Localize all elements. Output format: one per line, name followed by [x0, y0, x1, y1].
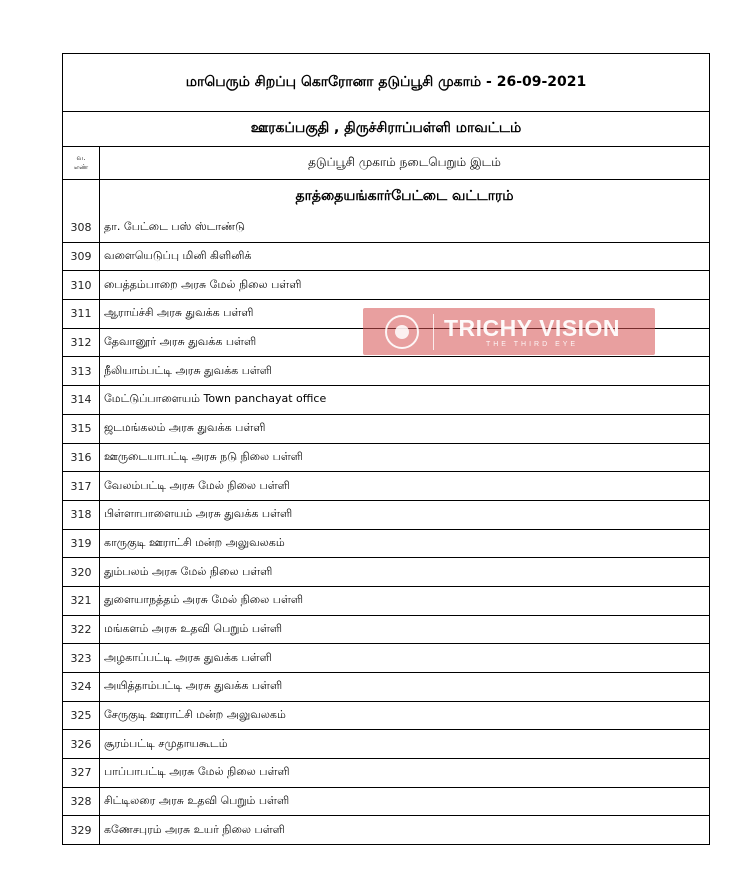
- table-row: [63, 557, 709, 586]
- serial-number-cell: 311: [63, 300, 100, 328]
- table-row: [63, 500, 709, 529]
- table-row: [63, 672, 709, 701]
- document-title: மாபெரும் சிறப்பு கொரோனா தடுப்பூசி முகாம் - 26-09-2021: [185, 73, 587, 90]
- serial-number-cell: 310: [63, 271, 100, 299]
- table-row: [63, 615, 709, 644]
- camp-location-cell: வேலம்பட்டி அரசு மேல் நிலை பள்ளி: [104, 478, 290, 492]
- camp-location-cell: துளையாநத்தம் அரசு மேல் நிலை பள்ளி: [104, 593, 304, 607]
- table-row: [63, 270, 709, 299]
- serial-number-cell: 325: [63, 702, 100, 730]
- table-row: [63, 787, 709, 816]
- camp-location-cell: வளையெடுப்பு மினி கிளினிக்: [104, 249, 252, 263]
- camp-location-cell: தா. பேட்டை பஸ் ஸ்டாண்டு: [104, 219, 245, 233]
- vaccination-camp-table: [62, 53, 710, 845]
- serial-number-cell: 324: [63, 673, 100, 701]
- serial-number-cell: 319: [63, 530, 100, 558]
- serial-header-line1: வ.: [76, 154, 86, 162]
- watermark-tagline: THE THIRD EYE: [485, 340, 579, 348]
- table-row: [63, 758, 709, 787]
- camp-location-cell: சூரம்பட்டி சமுதாயகூடம்: [104, 736, 228, 750]
- table-row: [63, 586, 709, 615]
- table-row: [63, 471, 709, 500]
- serial-number-cell: 329: [63, 816, 100, 844]
- serial-number-cell: 317: [63, 472, 100, 500]
- serial-number-cell: 309: [63, 243, 100, 271]
- serial-number-cell: 313: [63, 357, 100, 385]
- serial-number-cell: 326: [63, 730, 100, 758]
- camp-location-cell: ஊருடையாபட்டி அரசு நடு நிலை பள்ளி: [104, 449, 303, 463]
- serial-number-cell: 312: [63, 329, 100, 357]
- eye-logo-icon: [385, 315, 419, 349]
- table-row: [63, 414, 709, 443]
- serial-header-line2: எண்: [73, 163, 89, 171]
- camp-location-cell: பிள்ளாபாளையம் அரசு துவக்க பள்ளி: [104, 507, 293, 521]
- table-header-row: [63, 146, 709, 179]
- serial-number-cell: 316: [63, 444, 100, 472]
- serial-number-cell: 327: [63, 759, 100, 787]
- table-row: [63, 729, 709, 758]
- serial-number-cell: 314: [63, 386, 100, 414]
- table-row: [63, 356, 709, 385]
- camp-location-cell: காருகுடி ஊராட்சி மன்ற அலுவலகம்: [104, 535, 285, 549]
- place-header: தடுப்பூசி முகாம் நடைபெறும் இடம்: [308, 155, 501, 169]
- camp-location-cell: கணேசபுரம் அரசு உயர் நிலை பள்ளி: [104, 822, 285, 836]
- serial-number-cell: 308: [63, 213, 100, 242]
- watermark-divider: [433, 314, 434, 350]
- watermark-brand: TRICHY VISION: [444, 314, 621, 341]
- block-name: தாத்தையங்கார்பேட்டை வட்டாரம்: [295, 187, 514, 204]
- camp-location-cell: அயித்தாம்பட்டி அரசு துவக்க பள்ளி: [104, 679, 283, 693]
- table-row: [63, 242, 709, 271]
- camp-location-cell: அழகாப்பட்டி அரசு துவக்க பள்ளி: [104, 650, 272, 664]
- table-row: [63, 385, 709, 414]
- serial-number-cell: 322: [63, 616, 100, 644]
- serial-number-cell: 328: [63, 788, 100, 816]
- serial-number-cell: 321: [63, 587, 100, 615]
- camp-location-cell: பாப்பாபட்டி அரசு மேல் நிலை பள்ளி: [104, 765, 290, 779]
- camp-location-cell: சிட்டிலரை அரசு உதவி பெறும் பள்ளி: [104, 794, 290, 808]
- table-row: [63, 815, 709, 844]
- camp-location-cell: ஜடமங்கலம் அரசு துவக்க பள்ளி: [104, 421, 266, 435]
- serial-number-cell: 323: [63, 644, 100, 672]
- camp-location-cell: மேட்டுப்பாளையம் Town panchayat office: [104, 392, 327, 406]
- camp-location-cell: மங்களம் அரசு உதவி பெறும் பள்ளி: [104, 621, 283, 635]
- camp-location-cell: சேருகுடி ஊராட்சி மன்ற அலுவலகம்: [104, 708, 286, 722]
- camp-location-cell: தேவானூர் அரசு துவக்க பள்ளி: [104, 335, 257, 349]
- table-row: [63, 213, 709, 242]
- serial-number-cell: 318: [63, 501, 100, 529]
- district-heading: ஊரகப்பகுதி , திருச்சிராப்பள்ளி மாவட்டம்: [63, 111, 709, 146]
- table-row: [63, 443, 709, 472]
- block-heading-empty-cell: [63, 180, 100, 213]
- block-heading-row: [63, 179, 709, 213]
- camp-location-cell: ஆராய்ச்சி அரசு துவக்க பள்ளி: [104, 306, 254, 320]
- serial-number-header: [63, 147, 100, 179]
- camp-location-cell: தும்பலம் அரசு மேல் நிலை பள்ளி: [104, 564, 273, 578]
- trichy-vision-watermark: [363, 308, 655, 355]
- table-row: [63, 529, 709, 558]
- serial-number-cell: 315: [63, 415, 100, 443]
- camp-location-cell: பைத்தம்பாறை அரசு மேல் நிலை பள்ளி: [104, 277, 302, 291]
- table-row: [63, 701, 709, 730]
- serial-number-cell: 320: [63, 558, 100, 586]
- camp-location-cell: நீலியாம்பட்டி அரசு துவக்க பள்ளி: [104, 363, 272, 377]
- table-row: [63, 643, 709, 672]
